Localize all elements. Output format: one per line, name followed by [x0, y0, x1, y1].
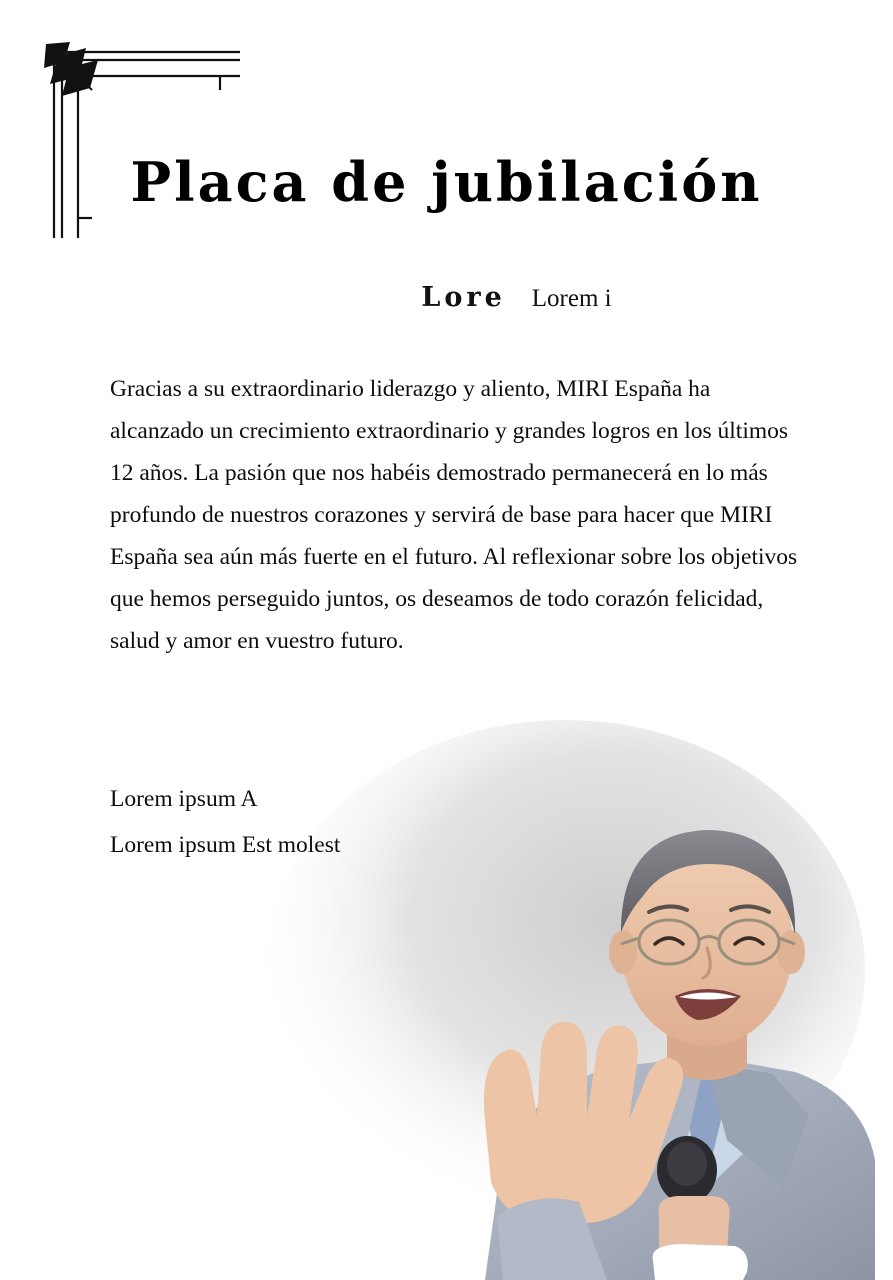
recipient-name: Lore — [421, 282, 506, 313]
signoff-line-1: Lorem ipsum A — [110, 786, 258, 812]
page-title: Placa de jubilación — [130, 150, 763, 214]
body-paragraph: Gracias a su extraordinario liderazgo y aliento, MIRI España ha alcanzado un crecimiento extraordinario y grandes logros en los últimos 12 años. La pasión que nos habéis demostrado permanecerá en lo más profundo de nuestros corazones y servirá de base para hacer que MIRI España sea aún más fuerte en el futuro. Al reflexionar sobre los objetivos que hemos perseguido juntos, os deseamos de todo corazón felicidad, salud y amor en vuestro futuro. — [110, 376, 798, 654]
recipient-name-suffix: Lorem i — [531, 285, 612, 312]
signoff-block — [110, 776, 710, 868]
recipient-name-row — [0, 282, 893, 313]
signoff-line-2: Lorem ipsum Est molest — [110, 832, 341, 858]
